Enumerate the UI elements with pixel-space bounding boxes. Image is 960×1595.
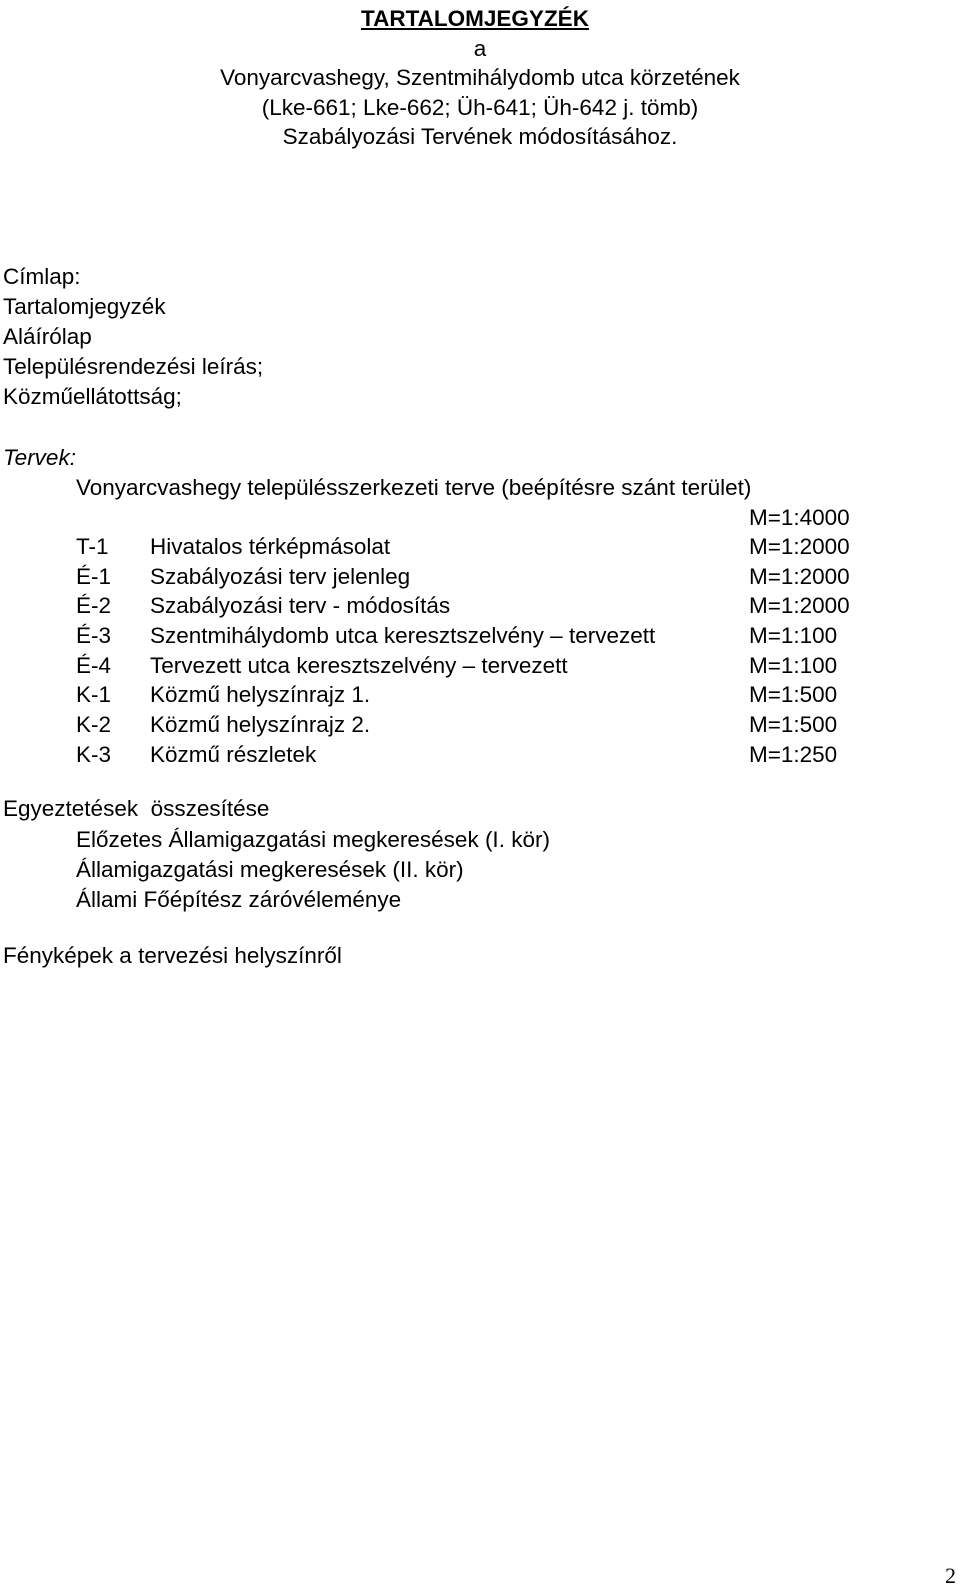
plan-row <box>76 533 906 563</box>
plan-scale: M=1:2000 <box>749 563 850 589</box>
title-line-location: Vonyarcvashegy, Szentmihálydomb utca körzetének <box>220 65 740 90</box>
toc-item: Címlap: <box>3 264 81 289</box>
plan-row <box>76 592 906 622</box>
coordination-list <box>76 825 550 915</box>
toc-item: Településrendezési leírás; <box>3 354 264 379</box>
plan-row <box>76 622 906 652</box>
photos-entry: Fényképek a tervezési helyszínről <box>3 943 342 968</box>
plan-scale: M=1:2000 <box>749 534 850 559</box>
plan-title: Szentmihálydomb utca keresztszelvény – tervezett <box>150 623 656 649</box>
plans-heading: Tervek: <box>3 445 76 470</box>
plan-scale: M=1:500 <box>749 712 838 738</box>
toc-list <box>3 262 263 412</box>
title-block <box>0 4 960 152</box>
coordination-item: Előzetes Államigazgatási megkeresések (I. kör) <box>76 827 550 852</box>
toc-item: Aláírólap <box>3 324 92 349</box>
coordination-heading: Egyeztetések összesítése <box>3 796 270 821</box>
title-line-a: a <box>473 35 487 61</box>
plan-code: K-3 <box>76 741 112 767</box>
plan-code: É-3 <box>76 623 112 649</box>
title-line-blocks: (Lke-661; Lke-662; Üh-641; Üh-642 j. tömb) <box>261 94 699 120</box>
plan-row <box>76 681 906 711</box>
plan-title: Közmű helyszínrajz 1. <box>150 682 371 708</box>
plan-title: Hivatalos térképmásolat <box>150 534 391 559</box>
plan-title: Közmű helyszínrajz 2. <box>150 712 371 738</box>
plan-code: É-1 <box>76 563 112 589</box>
plan-code: K-1 <box>76 682 112 708</box>
plan-row <box>76 741 906 771</box>
plans-intro-scale: M=1:4000 <box>749 505 850 530</box>
plan-title: Szabályozási terv jelenleg <box>150 563 411 589</box>
plan-title: Szabályozási terv - módosítás <box>150 593 451 619</box>
plan-scale: M=1:2000 <box>749 593 850 619</box>
plan-row <box>76 563 906 593</box>
plan-scale: M=1:500 <box>749 682 838 708</box>
plans-list <box>76 533 906 771</box>
plan-code: T-1 <box>76 534 109 559</box>
plan-row <box>76 711 906 741</box>
plan-row <box>76 652 906 682</box>
toc-item: Közműellátottság; <box>3 384 182 409</box>
plan-scale: M=1:100 <box>749 623 838 649</box>
plan-code: É-4 <box>76 652 112 678</box>
toc-item: Tartalomjegyzék <box>3 294 166 319</box>
plan-scale: M=1:100 <box>749 652 838 678</box>
plan-code: K-2 <box>76 712 112 738</box>
page-number: 2 <box>945 1563 956 1588</box>
plan-title: Tervezett utca keresztszelvény – tervezett <box>150 652 568 678</box>
plan-code: É-2 <box>76 593 112 619</box>
document-title: TARTALOMJEGYZÉK <box>361 6 589 31</box>
coordination-item: Állami Főépítész záróvéleménye <box>76 887 402 912</box>
plan-title: Közmű részletek <box>150 741 317 767</box>
title-line-purpose: Szabályozási Tervének módosításához. <box>282 124 678 149</box>
plans-intro: Vonyarcvashegy településszerkezeti terve (beépítésre szánt terület) <box>76 475 752 500</box>
coordination-item: Államigazgatási megkeresések (II. kör) <box>76 857 464 882</box>
plan-scale: M=1:250 <box>749 741 838 767</box>
